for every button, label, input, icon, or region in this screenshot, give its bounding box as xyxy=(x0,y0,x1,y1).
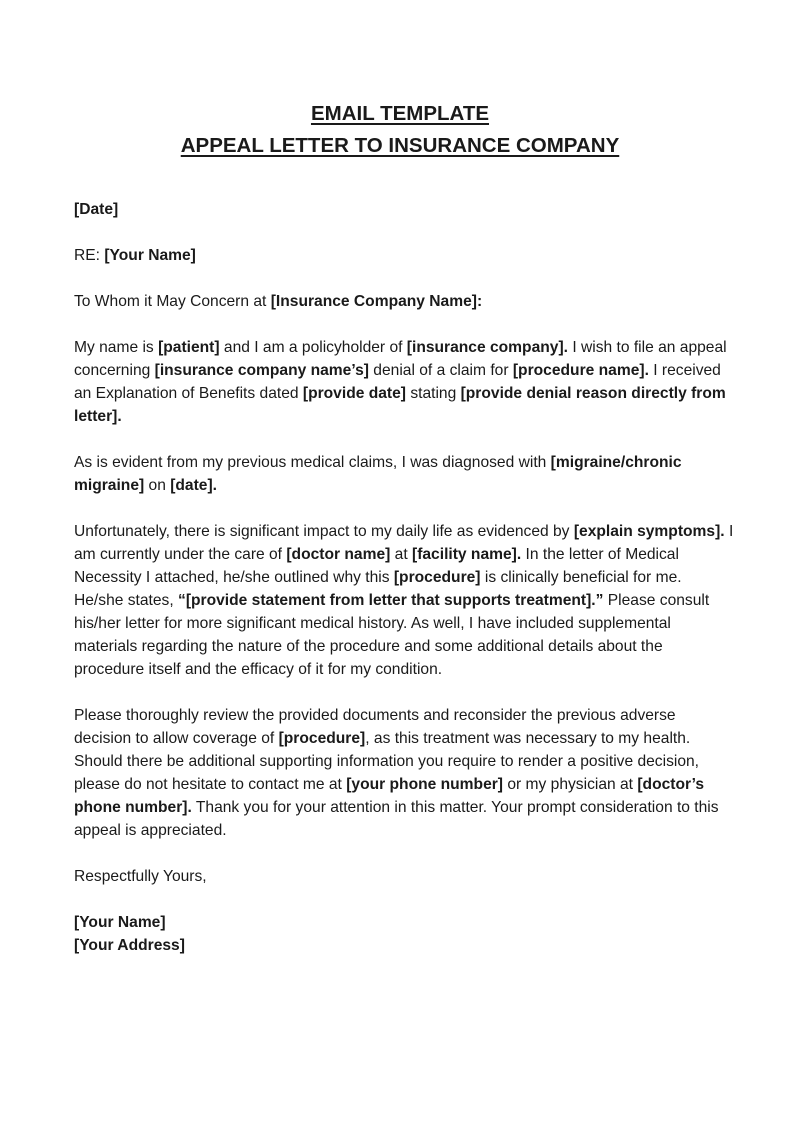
title-line-2: APPEAL LETTER TO INSURANCE COMPANY xyxy=(180,134,620,157)
signature-address-placeholder: [Your Address] xyxy=(74,937,185,954)
p1-text: and I am a policyholder of xyxy=(219,339,407,356)
p2-text: on xyxy=(144,477,171,494)
p1-placeholder: [provide date] xyxy=(302,385,406,402)
p3-text: I am currently under the care of xyxy=(74,523,734,563)
p1-text: I received an Explanation of Benefits dated xyxy=(74,362,721,402)
paragraph-4 xyxy=(74,704,734,842)
p3-placeholder: [doctor name] xyxy=(286,546,391,563)
p2-text: As is evident from my previous medical claims, I was diagnosed with xyxy=(74,454,551,471)
paragraph-2 xyxy=(74,451,734,497)
p1-text: My name is xyxy=(74,339,159,356)
p1-text: denial of a claim for xyxy=(368,362,513,379)
p3-text: Please consult his/her letter for more significant medical history. As well, I have included supplemental materials regarding the nature of the procedure and some additional details about the procedure itself and the efficacy of it for my condition. xyxy=(74,592,710,678)
paragraph-1 xyxy=(74,336,734,428)
salutation xyxy=(74,290,734,313)
p1-placeholder: [provide denial reason directly from letter]. xyxy=(74,385,726,425)
p3-text: at xyxy=(390,546,412,563)
p3-placeholder: [facility name]. xyxy=(412,546,522,563)
p1-placeholder: [insurance company]. xyxy=(406,339,568,356)
signature-address xyxy=(74,934,734,957)
p3-text: is clinically beneficial for me. He/she states, xyxy=(74,569,682,609)
date-line xyxy=(74,198,734,221)
salutation-company: [Insurance Company Name]: xyxy=(270,293,483,310)
salutation-text: To Whom it May Concern at xyxy=(74,293,271,310)
p4-text: Please thoroughly review the provided documents and reconsider the previous adverse decision to allow coverage of xyxy=(74,707,676,747)
p1-placeholder: [insurance company name’s] xyxy=(154,362,369,379)
p1-placeholder: [procedure name]. xyxy=(512,362,649,379)
p1-text: stating xyxy=(405,385,461,402)
p4-placeholder: [doctor’s phone number]. xyxy=(74,776,705,816)
letter-body xyxy=(74,198,734,957)
p4-text: , as this treatment was necessary to my health. Should there be additional supporting information you require to render a positive decision, please do not hesitate to contact me at xyxy=(74,730,700,793)
re-line xyxy=(74,244,734,267)
p1-text: I wish to file an appeal concerning xyxy=(74,339,727,379)
p4-placeholder: [procedure] xyxy=(278,730,366,747)
p2-placeholder: [date]. xyxy=(170,477,217,494)
title-line-1: EMAIL TEMPLATE xyxy=(310,102,490,125)
p3-placeholder: [explain symptoms]. xyxy=(573,523,725,540)
p3-text: In the letter of Medical Necessity I attached, he/she outlined why this xyxy=(74,546,679,586)
signature-name-placeholder: [Your Name] xyxy=(74,914,166,931)
p4-placeholder: [your phone number] xyxy=(346,776,504,793)
re-label: RE: xyxy=(74,247,105,264)
paragraph-3 xyxy=(74,520,734,681)
p1-placeholder: [patient] xyxy=(158,339,220,356)
date-placeholder: [Date] xyxy=(74,201,119,218)
p3-placeholder: “[provide statement from letter that supports treatment].” xyxy=(178,592,604,609)
p2-placeholder: [migraine/chronic migraine] xyxy=(74,454,682,494)
p3-text: Unfortunately, there is significant impact to my daily life as evidenced by xyxy=(74,523,574,540)
document-title xyxy=(0,98,800,162)
closing: Respectfully Yours, xyxy=(74,868,207,885)
signature-name xyxy=(74,911,734,934)
p4-text: Thank you for your attention in this matter. Your prompt consideration to this appeal is appreciated. xyxy=(74,799,719,839)
p4-text: or my physician at xyxy=(503,776,638,793)
re-name: [Your Name] xyxy=(104,247,196,264)
p3-placeholder: [procedure] xyxy=(393,569,481,586)
